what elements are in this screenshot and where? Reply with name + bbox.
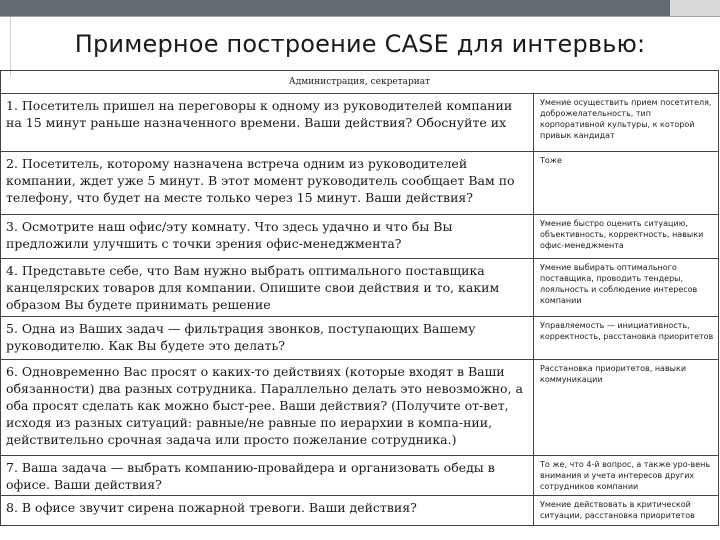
assessment-cell: Умение действовать в критической ситуации, расстановка приоритетов [534,496,719,526]
question-cell: 6. Одновременно Вас просят о каких-то действиях (которые входят в Ваши обязанности) два разных сотрудника. Параллельно делать это невозможно, а оба просят сделать как можно быст-рее. Ваши действия? (Получите от-вет, исходя из разных ситуаций: равные/не равные по иерархии в компа-нии, действительно срочная задача или просто пожелание сотрудника.) [1,360,534,456]
assessment-cell: Расстановка приоритетов, навыки коммуникации [534,360,719,456]
case-table [0,70,719,526]
top-bar-light [670,0,720,16]
table-row [1,317,719,360]
table-header: Администрация, секретариат [1,71,719,94]
question-cell: 3. Осмотрите наш офис/эту комнату. Что здесь удачно и что бы Вы предложили улучшить с точки зрения офис-менеджмента? [1,215,534,259]
table-header-row [1,71,719,94]
table-row [1,215,719,259]
table-row [1,496,719,526]
assessment-cell: Умение быстро оценить ситуацию, объективность, корректность, навыки офис-менеджмента [534,215,719,259]
table-row [1,259,719,317]
question-cell: 4. Представьте себе, что Вам нужно выбрать оптимального поставщика канцелярских товаров для компании. Опишите свои действия и то, каким образом Вы будете принимать решение [1,259,534,317]
table-row [1,360,719,456]
assessment-cell: То же, что 4-й вопрос, а также уро-вень внимания и учета интересов других сотрудников компании [534,456,719,496]
assessment-cell: Управляемость — инициативность, корректность, расстановка приоритетов [534,317,719,360]
question-cell: 2. Посетитель, которому назначена встреча одним из руководителей компании, ждет уже 5 минут. В этот момент руководитель сообщает Вам по телефону, что будет на месте только через 15 минут. Ваши действия? [1,152,534,215]
table-row [1,456,719,496]
assessment-cell: Тоже [534,152,719,215]
question-cell: 5. Одна из Ваших задач — фильтрация звонков, поступающих Вашему руководителю. Как Вы будете это делать? [1,317,534,360]
top-bar-divider [0,16,720,17]
assessment-cell: Умение осуществить прием посетителя, доброжелательность, тип корпоративной культуры, к которой привык кандидат [534,94,719,152]
top-bar-dark [0,0,670,16]
assessment-cell: Умение выбирать оптимального поставщика, проводить тендеры, лояльность и соблюдение интересов компании [534,259,719,317]
slide-title: Примерное построение CASE для интервью: [74,30,646,58]
question-cell: 1. Посетитель пришел на переговоры к одному из руководителей компании на 15 минут раньше назначенного времени. Ваши действия? Обоснуйте их [1,94,534,152]
question-cell: 8. В офисе звучит сирена пожарной тревоги. Ваши действия? [1,496,534,526]
table-row [1,94,719,152]
table-row [1,152,719,215]
question-cell: 7. Ваша задача — выбрать компанию-провайдера и организовать обеды в офисе. Ваши действия? [1,456,534,496]
